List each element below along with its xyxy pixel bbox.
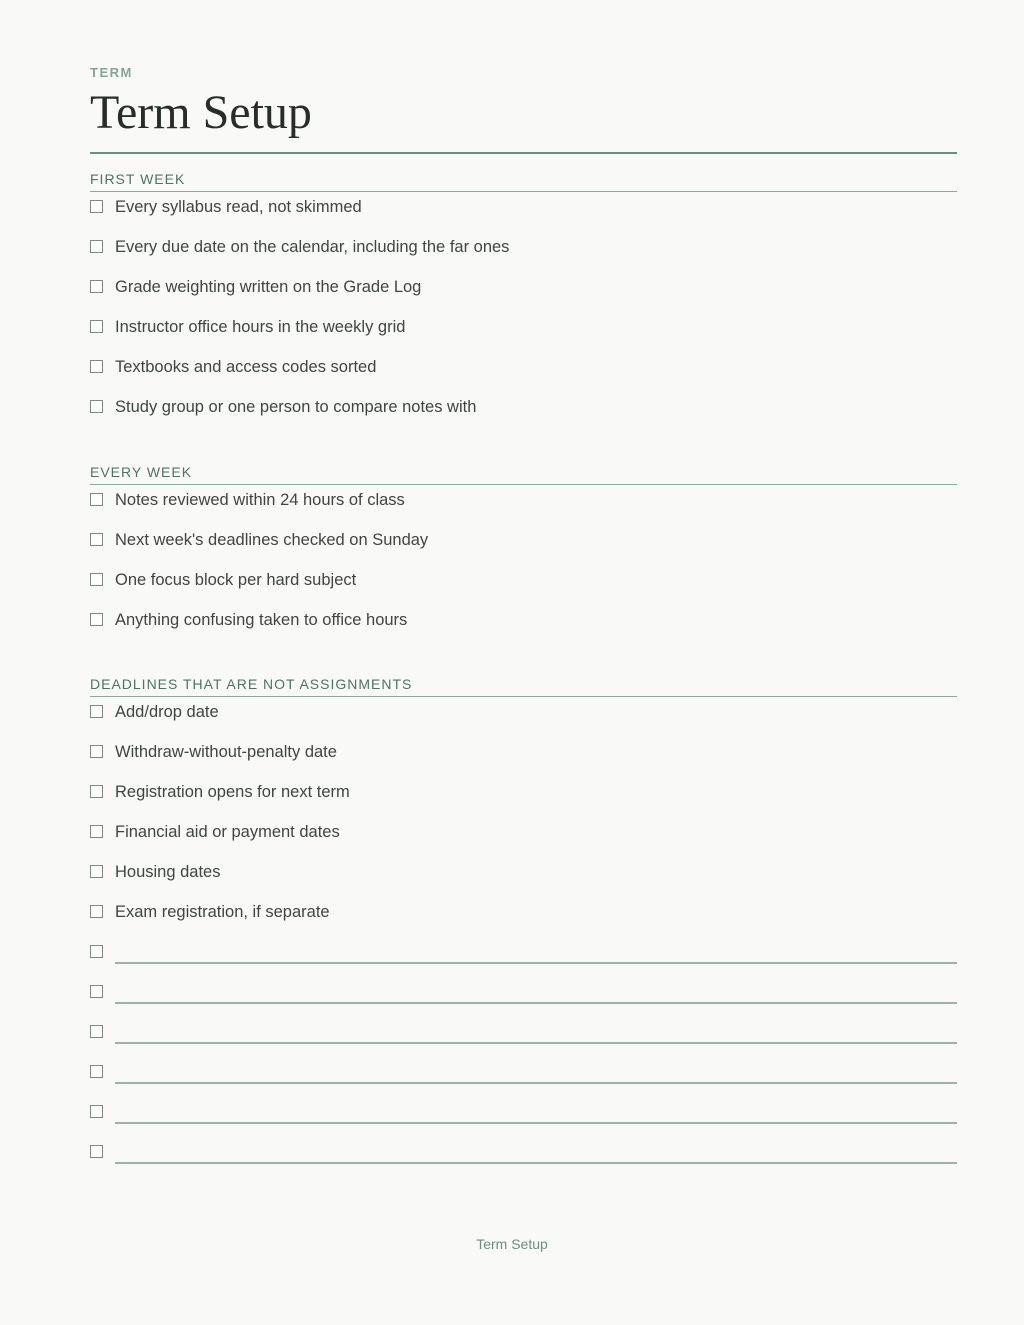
page-footer: Term Setup: [476, 1236, 548, 1252]
checklist-item: [90, 565, 957, 605]
blank-checklist-item: [90, 1137, 957, 1177]
checkbox[interactable]: [90, 945, 103, 958]
item-label: Financial aid or payment dates: [115, 823, 340, 841]
blank-checklist-item: [90, 977, 957, 1017]
eyebrow-label: TERM: [90, 65, 133, 80]
checklist-item: [90, 485, 957, 525]
checkbox[interactable]: [90, 320, 103, 333]
section-heading: EVERY WEEK: [90, 461, 957, 485]
checklist: [90, 697, 957, 1177]
item-label: Withdraw-without-penalty date: [115, 743, 337, 761]
checklist-item: [90, 777, 957, 817]
checklist-item: [90, 605, 957, 645]
blank-checklist-item: [90, 1057, 957, 1097]
checkbox[interactable]: [90, 985, 103, 998]
item-label: Add/drop date: [115, 703, 219, 721]
checklist-item: [90, 817, 957, 857]
write-in-line[interactable]: [115, 1002, 957, 1004]
checklist-item: [90, 232, 957, 272]
checkbox[interactable]: [90, 240, 103, 253]
checkbox[interactable]: [90, 200, 103, 213]
checklist-item: [90, 897, 957, 937]
checkbox[interactable]: [90, 1065, 103, 1078]
checkbox[interactable]: [90, 745, 103, 758]
write-in-line[interactable]: [115, 1042, 957, 1044]
checkbox[interactable]: [90, 613, 103, 626]
blank-checklist-item: [90, 1017, 957, 1057]
checkbox[interactable]: [90, 785, 103, 798]
checkbox[interactable]: [90, 825, 103, 838]
item-label: Anything confusing taken to office hours: [115, 611, 408, 629]
checkbox[interactable]: [90, 1145, 103, 1158]
item-label: One focus block per hard subject: [115, 571, 357, 589]
title-divider: [90, 152, 957, 154]
checkbox[interactable]: [90, 533, 103, 546]
checkbox[interactable]: [90, 280, 103, 293]
checklist-item: [90, 697, 957, 737]
section-heading: FIRST WEEK: [90, 168, 957, 192]
section-every-week: [90, 461, 957, 645]
write-in-line[interactable]: [115, 1082, 957, 1084]
checklist: [90, 192, 957, 432]
checklist-item: [90, 192, 957, 232]
item-label: Every syllabus read, not skimmed: [115, 198, 362, 216]
section-heading: DEADLINES THAT ARE NOT ASSIGNMENTS: [90, 673, 957, 697]
section-first-week: [90, 168, 957, 432]
section-deadlines: [90, 673, 957, 1177]
item-label: Housing dates: [115, 863, 221, 881]
item-label: Study group or one person to compare notes with: [115, 398, 477, 416]
page-title: Term Setup: [90, 86, 312, 139]
checklist-item: [90, 272, 957, 312]
item-label: Textbooks and access codes sorted: [115, 358, 377, 376]
checklist-item: [90, 352, 957, 392]
item-label: Registration opens for next term: [115, 783, 350, 801]
checkbox[interactable]: [90, 573, 103, 586]
item-label: Every due date on the calendar, including the far ones: [115, 238, 510, 256]
item-label: Instructor office hours in the weekly grid: [115, 318, 406, 336]
write-in-line[interactable]: [115, 1162, 957, 1164]
blank-checklist-item: [90, 1097, 957, 1137]
checkbox[interactable]: [90, 865, 103, 878]
checkbox[interactable]: [90, 705, 103, 718]
checkbox[interactable]: [90, 905, 103, 918]
item-label: Exam registration, if separate: [115, 903, 330, 921]
blank-checklist-item: [90, 937, 957, 977]
write-in-line[interactable]: [115, 962, 957, 964]
checklist-item: [90, 392, 957, 432]
checkbox[interactable]: [90, 1025, 103, 1038]
checklist-item: [90, 312, 957, 352]
checkbox[interactable]: [90, 493, 103, 506]
checkbox[interactable]: [90, 1105, 103, 1118]
checkbox[interactable]: [90, 360, 103, 373]
checklist: [90, 485, 957, 645]
item-label: Next week's deadlines checked on Sunday: [115, 531, 429, 549]
checkbox[interactable]: [90, 400, 103, 413]
item-label: Grade weighting written on the Grade Log: [115, 278, 422, 296]
write-in-line[interactable]: [115, 1122, 957, 1124]
checklist-item: [90, 857, 957, 897]
checklist-item: [90, 737, 957, 777]
checklist-item: [90, 525, 957, 565]
item-label: Notes reviewed within 24 hours of class: [115, 491, 405, 509]
